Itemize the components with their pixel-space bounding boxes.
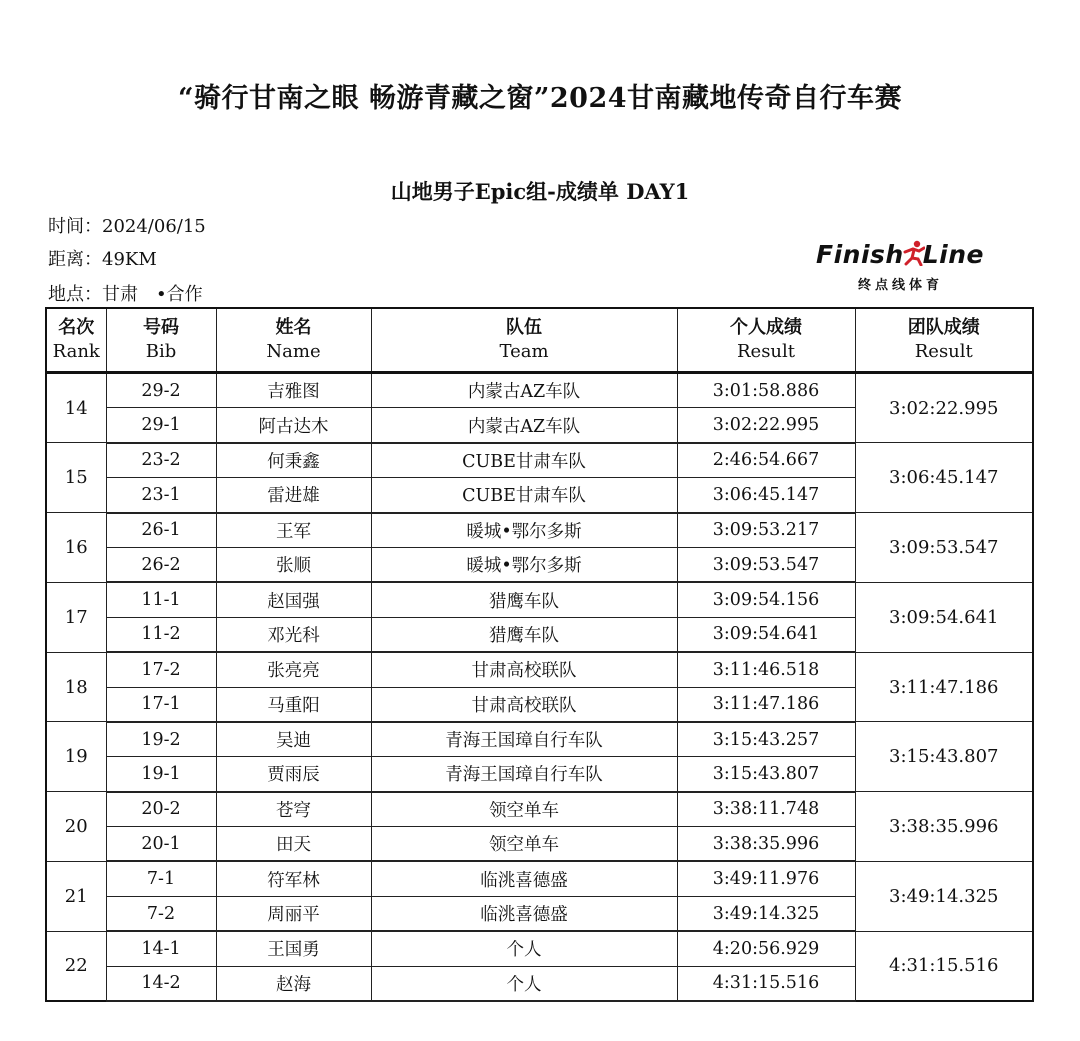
bib-cell: 14-1 [106,931,216,966]
result-cell: 3:15:43.807 [677,757,855,792]
team-result-cell: 3:49:14.325 [855,861,1033,931]
name-cell: 周丽平 [216,896,371,931]
team-result-cell: 3:11:47.186 [855,652,1033,722]
table-row [46,443,1033,478]
team-cell: CUBE甘肃车队 [371,478,677,513]
team-cell: 个人 [371,931,677,966]
result-cell: 3:09:54.641 [677,617,855,652]
result-cell: 3:11:46.518 [677,652,855,687]
team-cell: 暖城•鄂尔多斯 [371,547,677,582]
team-cell: 暖城•鄂尔多斯 [371,513,677,548]
col-rank-header: 名次 Rank [46,308,106,373]
name-cell: 吴迪 [216,722,371,757]
result-cell: 3:38:11.748 [677,792,855,827]
result-cell: 3:15:43.257 [677,722,855,757]
result-cell: 3:11:47.186 [677,687,855,722]
result-cell: 3:38:35.996 [677,827,855,862]
result-cell: 3:49:11.976 [677,861,855,896]
name-cell: 张亮亮 [216,652,371,687]
result-cell: 4:31:15.516 [677,966,855,1001]
bib-cell: 26-1 [106,513,216,548]
result-cell: 3:06:45.147 [677,478,855,513]
logo-word-finish: Finish [816,240,904,269]
team-cell: 猎鹰车队 [371,582,677,617]
rank-cell: 21 [46,861,106,931]
logo-word-line: Line [922,240,984,269]
bib-cell: 19-1 [106,757,216,792]
name-cell: 何秉鑫 [216,443,371,478]
meta-location [48,280,203,306]
team-result-cell: 3:38:35.996 [855,792,1033,862]
bib-cell: 7-2 [106,896,216,931]
result-cell: 3:01:58.886 [677,373,855,408]
result-cell: 3:09:53.217 [677,513,855,548]
bib-cell: 29-2 [106,373,216,408]
name-cell: 张顺 [216,547,371,582]
meta-distance [48,245,157,271]
table-row [46,582,1033,617]
bib-cell: 17-1 [106,687,216,722]
meta-distance-label: 距离： [48,249,102,270]
meta-date-label: 时间： [48,216,102,237]
rank-cell: 17 [46,582,106,652]
table-row [46,513,1033,548]
col-team-header: 队伍 Team [371,308,677,373]
col-team-result-header: 团队成绩 Result [855,308,1033,373]
results-table [45,307,1034,1002]
rank-cell: 15 [46,443,106,513]
result-cell: 4:20:56.929 [677,931,855,966]
team-cell: 个人 [371,966,677,1001]
team-result-cell: 3:09:53.547 [855,513,1033,583]
meta-location-city: •合作 [156,284,203,305]
page-subtitle: 山地男子Epic组-成绩单 DAY1 [390,179,690,204]
name-cell: 田天 [216,827,371,862]
bib-cell: 7-1 [106,861,216,896]
table-row [46,373,1033,408]
rank-cell: 19 [46,722,106,792]
name-cell: 赵国强 [216,582,371,617]
col-result-header: 个人成绩 Result [677,308,855,373]
rank-cell: 18 [46,652,106,722]
name-cell: 赵海 [216,966,371,1001]
results-body [46,373,1033,1002]
bib-cell: 11-1 [106,582,216,617]
col-bib-header: 号码 Bib [106,308,216,373]
team-cell: CUBE甘肃车队 [371,443,677,478]
team-cell: 青海王国璋自行车队 [371,722,677,757]
table-row [46,931,1033,966]
team-result-cell: 3:09:54.641 [855,582,1033,652]
bib-cell: 23-2 [106,443,216,478]
name-cell: 苍穹 [216,792,371,827]
table-row [46,861,1033,896]
team-result-cell: 3:06:45.147 [855,443,1033,513]
team-result-cell: 3:02:22.995 [855,373,1033,443]
bib-cell: 20-2 [106,792,216,827]
table-row [46,792,1033,827]
name-cell: 王军 [216,513,371,548]
team-cell: 内蒙古AZ车队 [371,373,677,408]
team-cell: 内蒙古AZ车队 [371,408,677,443]
name-cell: 吉雅图 [216,373,371,408]
result-cell: 2:46:54.667 [677,443,855,478]
bib-cell: 17-2 [106,652,216,687]
meta-date-value: 2024/06/15 [102,216,206,237]
name-cell: 符军林 [216,861,371,896]
team-result-cell: 4:31:15.516 [855,931,1033,1001]
team-cell: 临洮喜德盛 [371,861,677,896]
team-result-cell: 3:15:43.807 [855,722,1033,792]
bib-cell: 29-1 [106,408,216,443]
bib-cell: 11-2 [106,617,216,652]
logo-subtext: 终点线体育 [858,278,944,293]
table-row [46,722,1033,757]
team-cell: 领空单车 [371,827,677,862]
name-cell: 雷进雄 [216,478,371,513]
meta-date [48,212,206,238]
result-cell: 3:02:22.995 [677,408,855,443]
rank-cell: 14 [46,373,106,443]
name-cell: 王国勇 [216,931,371,966]
table-header-row [46,308,1033,373]
rank-cell: 20 [46,792,106,862]
result-cell: 3:49:14.325 [677,896,855,931]
bib-cell: 26-2 [106,547,216,582]
logo-wordmark [816,240,984,269]
finish-line-logo [816,236,1026,296]
result-cell: 3:09:54.156 [677,582,855,617]
bib-cell: 19-2 [106,722,216,757]
name-cell: 马重阳 [216,687,371,722]
name-cell: 贾雨辰 [216,757,371,792]
team-cell: 青海王国璋自行车队 [371,757,677,792]
bib-cell: 14-2 [106,966,216,1001]
col-name-header: 姓名 Name [216,308,371,373]
team-cell: 猎鹰车队 [371,617,677,652]
bib-cell: 20-1 [106,827,216,862]
bib-cell: 23-1 [106,478,216,513]
page-title: “骑行甘南之眼 畅游青藏之窗”2024甘南藏地传奇自行车赛 [177,83,903,114]
team-cell: 临洮喜德盛 [371,896,677,931]
team-cell: 领空单车 [371,792,677,827]
name-cell: 阿古达木 [216,408,371,443]
rank-cell: 16 [46,513,106,583]
name-cell: 邓光科 [216,617,371,652]
rank-cell: 22 [46,931,106,1001]
meta-location-label: 地点： [48,284,102,305]
team-cell: 甘肃高校联队 [371,652,677,687]
runner-icon [903,240,925,266]
meta-location-province: 甘肃 [102,284,138,305]
result-cell: 3:09:53.547 [677,547,855,582]
meta-distance-value: 49KM [102,249,157,270]
team-cell: 甘肃高校联队 [371,687,677,722]
table-row [46,652,1033,687]
